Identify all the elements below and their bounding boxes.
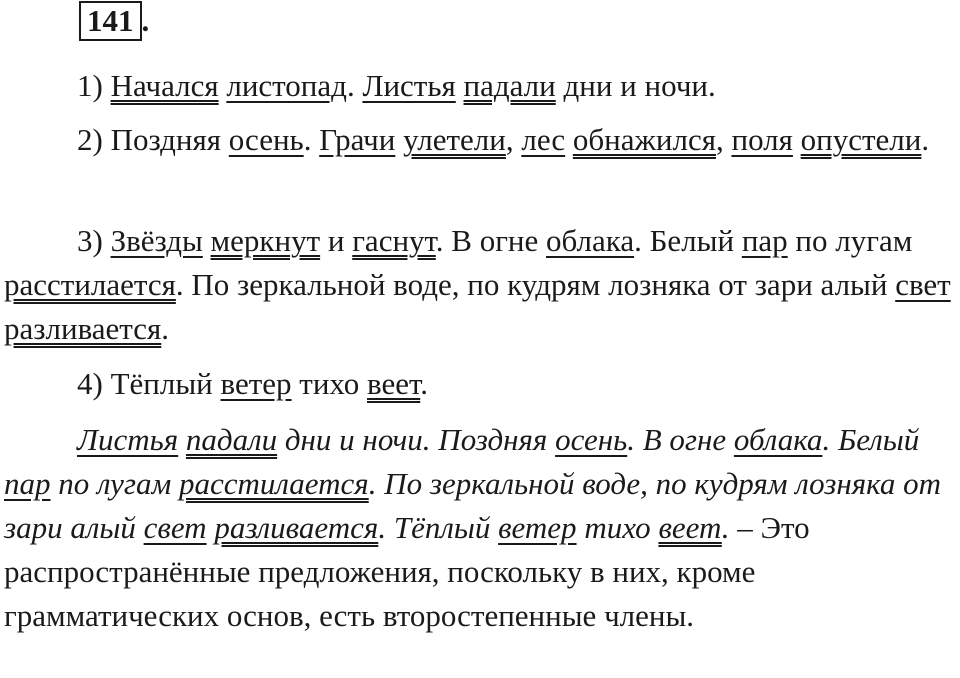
- predicate: Начался: [110, 68, 219, 103]
- text-fragment: ,: [715, 122, 732, 157]
- sentence-4: [4, 362, 954, 406]
- subject: облака: [546, 223, 635, 258]
- text-fragment: дни и ночи.: [555, 68, 716, 103]
- predicate: разливается: [214, 510, 379, 545]
- text-fragment: .: [721, 510, 730, 545]
- answer-paragraph: [4, 418, 960, 638]
- text-fragment: Поздняя: [110, 122, 229, 157]
- text-fragment: [395, 122, 403, 157]
- predicate: веет: [367, 366, 421, 401]
- text-fragment: . По зеркальной воде, по кудрям лозняка от зари алый: [175, 267, 896, 302]
- text-fragment: .: [161, 311, 170, 346]
- sentence-3: [4, 219, 960, 351]
- subject: пар: [4, 466, 51, 501]
- subject: Листья: [362, 68, 456, 103]
- sentence-2: [4, 118, 960, 162]
- subject: Звёзды: [110, 223, 203, 258]
- text-fragment: Тёплый: [110, 366, 221, 401]
- task-number: [79, 1, 149, 41]
- text-fragment: и: [320, 223, 353, 258]
- text-fragment: . Белый: [634, 223, 742, 258]
- subject: ветер: [220, 366, 292, 401]
- text-fragment: [203, 223, 211, 258]
- subject: облака: [733, 422, 823, 457]
- subject: осень: [555, 422, 628, 457]
- answer-conclusion: – Это распространённые предложения, поскольку в них, кроме грамматических основ, есть второстепенные члены.: [4, 510, 810, 633]
- text-fragment: по лугам: [787, 223, 913, 258]
- predicate: падали: [185, 422, 278, 457]
- predicate: обнажился: [572, 122, 716, 157]
- text-fragment: [178, 422, 186, 457]
- text-fragment: . В огне: [435, 223, 547, 258]
- text-fragment: .: [303, 122, 320, 157]
- task-number-dot: .: [141, 3, 150, 38]
- text-fragment: . Тёплый: [378, 510, 499, 545]
- sentence-1: [4, 64, 954, 108]
- text-fragment: [793, 122, 801, 157]
- text-fragment: .: [420, 366, 428, 401]
- subject: лес: [521, 122, 566, 157]
- subject: свет: [143, 510, 207, 545]
- task-number-box: 141: [79, 1, 142, 41]
- text-fragment: .: [346, 68, 363, 103]
- predicate: расстилается: [4, 267, 176, 302]
- text-fragment: . Белый: [822, 422, 920, 457]
- predicate: меркнут: [210, 223, 321, 258]
- predicate: веет: [658, 510, 722, 545]
- predicate: падали: [463, 68, 556, 103]
- text-fragment: дни и ночи. Поздняя: [277, 422, 556, 457]
- predicate: разливается: [4, 311, 162, 346]
- sentence-number: 4): [77, 366, 111, 401]
- sentence-number: 3): [77, 223, 111, 258]
- sentence-number: 2): [77, 122, 111, 157]
- subject: осень: [228, 122, 304, 157]
- predicate: расстилается: [179, 466, 369, 501]
- text-fragment: тихо: [576, 510, 659, 545]
- text-fragment: [565, 122, 573, 157]
- text-fragment: тихо: [291, 366, 368, 401]
- sentence-number: 1): [77, 68, 111, 103]
- text-fragment: ,: [505, 122, 522, 157]
- text-fragment: .: [921, 122, 930, 157]
- subject: пар: [741, 223, 788, 258]
- text-fragment: . По зеркальной воде, по кудрям лозняка от зари алый: [4, 466, 942, 545]
- subject: ветер: [498, 510, 577, 545]
- predicate: гаснут: [352, 223, 436, 258]
- subject: поля: [731, 122, 793, 157]
- text-fragment: . В огне: [627, 422, 734, 457]
- predicate: опустели: [800, 122, 922, 157]
- text-fragment: [456, 68, 464, 103]
- subject: листопад: [226, 68, 347, 103]
- text-fragment: по лугам: [50, 466, 179, 501]
- predicate: улетели: [403, 122, 506, 157]
- subject: свет: [895, 267, 951, 302]
- subject: Грачи: [319, 122, 396, 157]
- subject: Листья: [77, 422, 179, 457]
